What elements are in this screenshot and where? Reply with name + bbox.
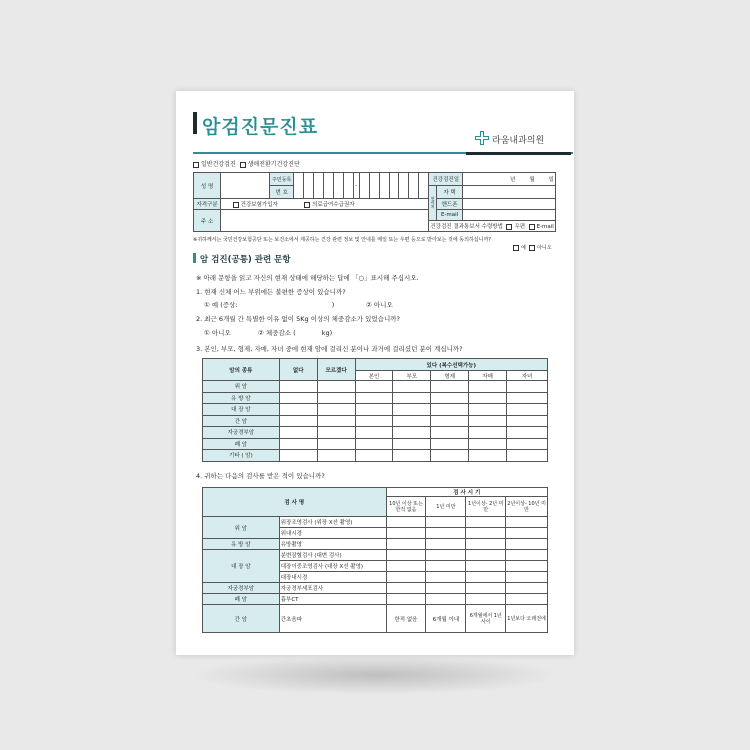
table-row <box>203 381 548 393</box>
cell[interactable] <box>507 438 548 450</box>
q2-text: 2. 최근 6개월 간 특별한 이유 없이 5Kg 이상의 체중감소가 있었습니까? <box>196 315 400 323</box>
general-exam-checkbox[interactable] <box>193 162 199 168</box>
name-field[interactable] <box>221 173 270 199</box>
exam-type-row <box>193 161 300 168</box>
cell[interactable] <box>431 381 469 393</box>
cell[interactable] <box>506 583 548 594</box>
cell[interactable] <box>279 450 317 462</box>
medical-aid-checkbox[interactable] <box>304 202 310 208</box>
test-label: 자궁경부세포검사 <box>279 583 386 594</box>
cell[interactable] <box>466 517 506 528</box>
col-test-name: 검 사 명 <box>203 488 387 517</box>
col-sisters: 자매 <box>469 371 507 381</box>
hospital-cross-logo-icon <box>475 131 489 145</box>
cell[interactable] <box>355 404 393 416</box>
col-time-never: 10년 이상 또는 한적 없음 <box>386 497 426 517</box>
row-label: 위 암 <box>203 381 280 393</box>
group-label: 간 암 <box>203 605 280 633</box>
cell[interactable] <box>426 539 466 550</box>
test-label: 흉부CT <box>279 594 386 605</box>
cell[interactable] <box>466 528 506 539</box>
rrn-digit-2[interactable] <box>304 173 314 199</box>
cell[interactable] <box>506 594 548 605</box>
cell[interactable] <box>506 539 548 550</box>
cell[interactable] <box>393 438 431 450</box>
screening-history-table <box>202 487 548 633</box>
col-time-1y: 1년 미만 <box>426 497 466 517</box>
row-label: 기타 ( 암) <box>203 450 280 462</box>
col-yes: 있다 (복수선택가능) <box>355 359 547 371</box>
name-label: 성 명 <box>194 173 221 199</box>
q1-answer-no[interactable]: ② 아니오 <box>366 301 393 309</box>
cell[interactable] <box>279 381 317 393</box>
personal-info-table <box>193 172 556 232</box>
lifecycle-exam-label: 생애전환기건강진단 <box>247 161 300 168</box>
cell[interactable] <box>466 583 506 594</box>
insured-checkbox[interactable] <box>233 202 239 208</box>
cell[interactable] <box>469 427 507 439</box>
cell[interactable] <box>506 561 548 572</box>
result-method-label: 건강검진 결과통보서 수령방법 <box>430 224 503 230</box>
col-self: 본인 <box>355 371 393 381</box>
rrn-digit-10[interactable] <box>389 173 399 199</box>
general-exam-label: 일반건강검진 <box>201 161 236 168</box>
exam-date-label: 건강검진일 <box>429 173 463 186</box>
qualification-options <box>221 199 429 210</box>
email-label: E-mail <box>436 210 462 221</box>
cell[interactable] <box>355 427 393 439</box>
cell[interactable] <box>431 438 469 450</box>
rrn-digit-4[interactable] <box>323 173 333 199</box>
cell[interactable] <box>469 381 507 393</box>
test-label: 위장조영검사 (위장 X선 촬영) <box>279 517 386 528</box>
q1-text: 1. 현재 신체 어느 부위에든 불편한 증상이 있습니까? <box>196 288 346 296</box>
address-label: 주 소 <box>194 210 221 232</box>
cell[interactable] <box>279 404 317 416</box>
q2-weight-unit: kg) <box>321 329 333 337</box>
rrn-label-line2: 번 호 <box>270 186 294 199</box>
cell[interactable] <box>386 561 426 572</box>
cell[interactable] <box>355 438 393 450</box>
cell[interactable] <box>393 415 431 427</box>
cell[interactable] <box>506 517 548 528</box>
table-row <box>203 550 548 561</box>
cell[interactable] <box>386 539 426 550</box>
header-rule-dark <box>466 152 571 155</box>
lifecycle-exam-checkbox[interactable] <box>240 162 246 168</box>
row-label: 대 장 암 <box>203 404 280 416</box>
cell[interactable] <box>317 381 355 393</box>
test-label: 대장이중조영검사 (대장 X선 촬영) <box>279 561 386 572</box>
cell[interactable] <box>506 528 548 539</box>
medical-aid-label: 의료급여수급권자 <box>312 202 355 208</box>
col-unknown: 모르겠다 <box>317 359 355 381</box>
month-label: 월 <box>529 177 535 183</box>
consent-note: ※귀하께서는 국민건강보험공단 또는 보건소에서 제공하는 건강 관련 정보 및 안내를 메일 또는 우편 등으로 받아보는 것에 동의하십니까? <box>193 237 491 243</box>
consent-yes-label: 예 <box>521 245 526 251</box>
cell[interactable] <box>507 450 548 462</box>
cell[interactable] <box>506 572 548 583</box>
section-title: 암 검진(공통) 관련 문항 <box>200 255 291 265</box>
col-brothers: 형제 <box>431 371 469 381</box>
test-label: 대장내시경 <box>279 572 386 583</box>
col-none: 없다 <box>279 359 317 381</box>
cell[interactable] <box>317 392 355 404</box>
cell[interactable] <box>386 517 426 528</box>
table-row <box>203 438 548 450</box>
table-row <box>203 539 548 550</box>
col-test-time: 검 사 시 기 <box>386 488 547 497</box>
cell[interactable] <box>426 561 466 572</box>
rrn-digit-8[interactable] <box>369 173 379 199</box>
group-label: 위 암 <box>203 517 280 539</box>
cell[interactable] <box>386 550 426 561</box>
cell[interactable] <box>466 561 506 572</box>
test-label: 분변잠혈검사 (대변 검사) <box>279 550 386 561</box>
cell[interactable] <box>426 528 466 539</box>
row-label: 유 방 암 <box>203 392 280 404</box>
email-field[interactable] <box>463 210 556 221</box>
cell[interactable] <box>355 450 393 462</box>
cell[interactable] <box>507 392 548 404</box>
cell[interactable] <box>426 572 466 583</box>
rrn-digit-5[interactable] <box>333 173 343 199</box>
home-phone-field[interactable] <box>463 186 556 199</box>
cell[interactable] <box>466 550 506 561</box>
cell[interactable] <box>426 517 466 528</box>
rrn-digit-13[interactable] <box>419 173 429 199</box>
insured-label: 건강보험가입자 <box>240 202 278 208</box>
cell[interactable] <box>386 572 426 583</box>
group-label: 폐 암 <box>203 594 280 605</box>
q1-yes-label: ① 예 (증상: <box>204 301 238 309</box>
cell[interactable] <box>466 539 506 550</box>
rrn-digit-6[interactable] <box>343 173 353 199</box>
col-cancer-type: 암의 종류 <box>203 359 280 381</box>
group-label: 대 장 암 <box>203 550 280 583</box>
questionnaire-sheet <box>176 91 574 655</box>
cell[interactable] <box>279 392 317 404</box>
consent-no-label: 아니오 <box>537 245 552 251</box>
page-title: 암검진문진표 <box>202 116 319 138</box>
cell[interactable] <box>393 450 431 462</box>
section-accent-bar <box>193 253 196 263</box>
cell[interactable] <box>431 415 469 427</box>
mobile-label: 핸드폰 <box>436 199 462 210</box>
cell[interactable] <box>431 450 469 462</box>
test-label: 위내시경 <box>279 528 386 539</box>
table-row <box>203 404 548 416</box>
cell[interactable] <box>355 415 393 427</box>
paper-shadow <box>190 655 560 695</box>
q1-answer-yes[interactable] <box>204 300 334 309</box>
hospital-name: 라움내과의원 <box>492 136 545 146</box>
q4-text: 4. 귀하는 다음의 검사를 받은 적이 있습니까? <box>196 472 325 480</box>
home-phone-label: 자 택 <box>436 186 462 199</box>
email-checkbox[interactable] <box>529 224 535 230</box>
liver-opt-never[interactable]: 한적 없음 <box>386 605 426 633</box>
rrn-digit-7[interactable] <box>359 173 369 199</box>
cell[interactable] <box>279 415 317 427</box>
day-label: 일 <box>548 177 554 183</box>
title-accent-bar <box>193 112 197 134</box>
cell[interactable] <box>317 427 355 439</box>
q1-yes-close: ) <box>331 301 335 309</box>
table-row <box>203 605 548 633</box>
rrn-label-line1: 주민등록 <box>270 173 294 186</box>
year-label: 년 <box>510 177 516 183</box>
cell[interactable] <box>279 438 317 450</box>
cell[interactable] <box>426 594 466 605</box>
cell[interactable] <box>469 438 507 450</box>
email-option-label: E-mail <box>536 224 554 230</box>
contact-label <box>429 186 437 221</box>
cell[interactable] <box>507 381 548 393</box>
cell[interactable] <box>386 594 426 605</box>
qualification-label: 자격구분 <box>194 199 221 210</box>
cell[interactable] <box>469 450 507 462</box>
col-parents: 부모 <box>393 371 431 381</box>
result-method-row <box>429 221 556 232</box>
post-checkbox[interactable] <box>506 224 512 230</box>
cell[interactable] <box>431 392 469 404</box>
cell[interactable] <box>469 415 507 427</box>
consent-no-checkbox[interactable] <box>529 245 535 251</box>
cell[interactable] <box>431 404 469 416</box>
group-label: 자궁경부암 <box>203 583 280 594</box>
exam-date-field[interactable] <box>463 173 556 186</box>
q2-answer-no[interactable]: ① 아니오 <box>204 329 231 337</box>
table-row <box>203 415 548 427</box>
table-row <box>203 450 548 462</box>
cell[interactable] <box>507 415 548 427</box>
liver-opt-over-1y[interactable]: 1년보다 오래전에 <box>506 605 548 633</box>
table-row <box>203 427 548 439</box>
cell[interactable] <box>507 404 548 416</box>
test-label: 유방촬영 <box>279 539 386 550</box>
cell[interactable] <box>393 392 431 404</box>
cell[interactable] <box>426 550 466 561</box>
cell[interactable] <box>393 404 431 416</box>
cell[interactable] <box>317 404 355 416</box>
test-label: 간초음파 <box>279 605 386 633</box>
cell[interactable] <box>393 427 431 439</box>
row-label: 간 암 <box>203 415 280 427</box>
col-time-1-2y: 1년이상- 2년 미만 <box>466 497 506 517</box>
col-time-2-10y: 2년이상- 10년 미만 <box>506 497 548 517</box>
row-label: 폐 암 <box>203 438 280 450</box>
rrn-digit-12[interactable] <box>409 173 419 199</box>
cell[interactable] <box>469 404 507 416</box>
liver-opt-6m[interactable]: 6개월 이내 <box>426 605 466 633</box>
rrn-dash: - <box>353 173 359 199</box>
cell[interactable] <box>355 392 393 404</box>
cell[interactable] <box>317 438 355 450</box>
table-row <box>203 392 548 404</box>
cell[interactable] <box>317 415 355 427</box>
q2-weight-label: ② 체중감소 ( <box>258 329 296 337</box>
table-row <box>203 594 548 605</box>
table-row <box>203 517 548 528</box>
rrn-digit-9[interactable] <box>379 173 389 199</box>
col-children: 자녀 <box>507 371 548 381</box>
rrn-digit-1[interactable] <box>294 173 304 199</box>
table-row <box>203 583 548 594</box>
family-history-table <box>202 358 548 462</box>
instruction-text: ※ 아래 문항을 읽고 자신의 현재 상태에 해당하는 답에 「○」표시해 주십시오. <box>196 274 419 282</box>
address-field[interactable] <box>221 210 429 232</box>
rrn-digit-3[interactable] <box>314 173 324 199</box>
cell[interactable] <box>393 381 431 393</box>
contact-label-text: 연락처 <box>430 196 435 209</box>
cell[interactable] <box>466 572 506 583</box>
cell[interactable] <box>431 427 469 439</box>
cell[interactable] <box>426 583 466 594</box>
cell[interactable] <box>317 450 355 462</box>
cell[interactable] <box>507 427 548 439</box>
cell[interactable] <box>279 427 317 439</box>
cell[interactable] <box>469 392 507 404</box>
consent-yes-checkbox[interactable] <box>513 245 519 251</box>
mobile-field[interactable] <box>463 199 556 210</box>
cell[interactable] <box>506 550 548 561</box>
rrn-digit-11[interactable] <box>399 173 409 199</box>
liver-opt-6m-1y[interactable]: 6개월에서 1년 사이 <box>466 605 506 633</box>
cell[interactable] <box>386 528 426 539</box>
consent-options <box>513 244 552 251</box>
q2-answer-weight[interactable] <box>258 328 332 337</box>
row-label: 자궁경부암 <box>203 427 280 439</box>
cell[interactable] <box>355 381 393 393</box>
post-label: 우편 <box>514 224 526 230</box>
q3-text: 3. 본인, 부모, 형제, 자매, 자녀 중에 현재 암에 걸리신 분이나 과거에 걸리셨던 분이 계십니까? <box>196 345 463 353</box>
cell[interactable] <box>466 594 506 605</box>
group-label: 유 방 암 <box>203 539 280 550</box>
cell[interactable] <box>386 583 426 594</box>
